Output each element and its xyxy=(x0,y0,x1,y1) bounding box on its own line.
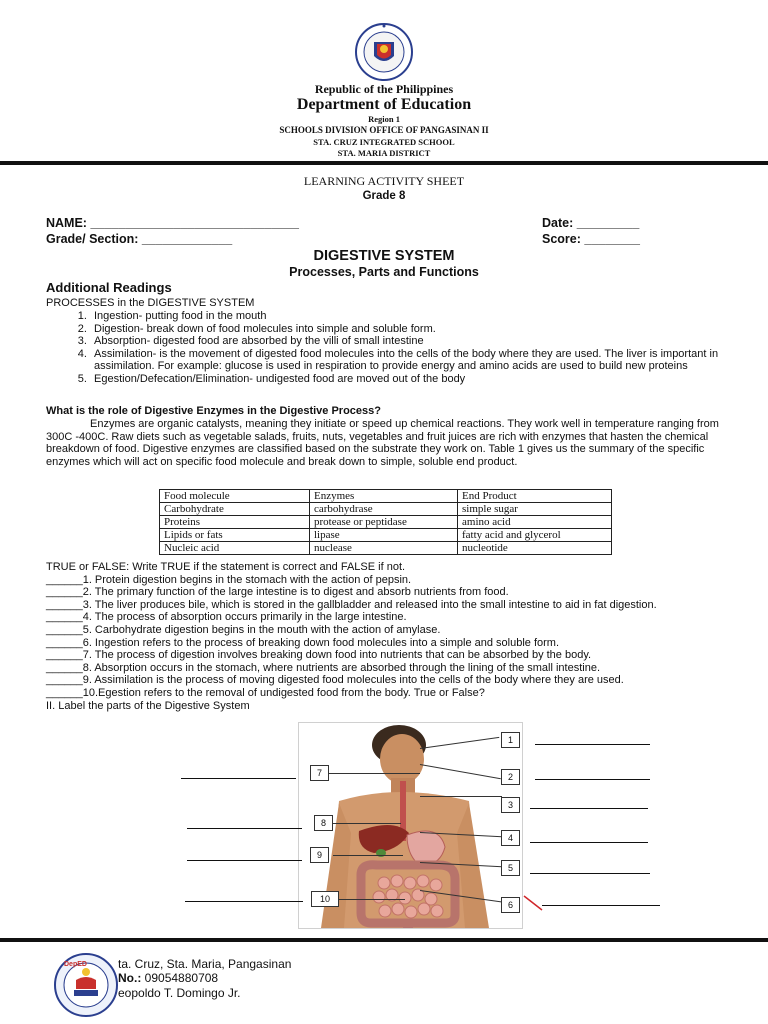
leader-line xyxy=(339,899,405,900)
true-false-instruction: TRUE or FALSE: Write TRUE if the statement is correct and FALSE if not. xyxy=(46,561,406,573)
grade-label: Grade 8 xyxy=(362,190,406,202)
answer-line-2[interactable] xyxy=(535,779,650,780)
label-number-box: 6 xyxy=(501,897,520,913)
answer-line-8[interactable] xyxy=(187,828,302,829)
table-header: End Product xyxy=(458,490,612,503)
enzymes-paragraph-text: Enzymes are organic catalysts, meaning they initiate or speed up chemical reactions. They work well in temperature ranging from 300C -400C. Raw diets such as vegetable salads, fruits, nuts, vegetables and fruit juices are rich with enzymes that hasten the chemical breakdown of food. Digestive enzymes are classified based on the substrate they work on. Table 1 gives us the summary of the specific enzymes which will act on specific food molecule and break down to simple, soluble end product. xyxy=(46,418,719,468)
table-cell: Proteins xyxy=(160,516,310,529)
label-number-box: 1 xyxy=(501,732,520,748)
topic-title: DIGESTIVE SYSTEM xyxy=(313,248,455,264)
table-cell: nuclease xyxy=(310,542,458,555)
table-cell: Carbohydrate xyxy=(160,503,310,516)
footer-phone-label: No.: xyxy=(118,971,142,985)
deped-logo-text: DepED xyxy=(64,961,87,968)
answer-line-1[interactable] xyxy=(535,744,650,745)
topic-subtitle: Processes, Parts and Functions xyxy=(289,265,479,279)
enzyme-table xyxy=(159,489,612,555)
answer-line-3[interactable] xyxy=(530,808,648,809)
answer-line-10[interactable] xyxy=(185,901,303,902)
tf-item[interactable]: ______8. Absorption occurs in the stomach, where nutrients are absorbed through the lining of the small intestine. xyxy=(46,661,601,674)
table-header: Enzymes xyxy=(310,490,458,503)
deped-seal-logo xyxy=(349,22,419,82)
footer-principal: eopoldo T. Domingo Jr. xyxy=(118,986,241,1000)
grade-section-field[interactable]: Grade/ Section: _____________ xyxy=(46,232,233,246)
table-row xyxy=(160,529,612,542)
process-item: 4. Assimilation- is the movement of digested food molecules into the cells of the body where they are used. The liver is important in assimilation. For example: glucose is used in respiration to provide energy and amino acids are used to build new proteins xyxy=(90,348,758,373)
footer-phone-number: 09054880708 xyxy=(144,971,219,985)
header-divider xyxy=(0,161,768,165)
table-row xyxy=(160,542,612,555)
footer-address: ta. Cruz, Sta. Maria, Pangasinan xyxy=(118,957,292,971)
true-false-section xyxy=(46,561,746,712)
tf-item[interactable]: ______10.Egestion refers to the removal of undigested food from the body. True or False? xyxy=(46,686,485,699)
tf-item[interactable]: ______9. Assimilation is the process of moving digested food molecules into the cells of the body where they are used. xyxy=(46,674,624,687)
table-cell: Nucleic acid xyxy=(160,542,310,555)
table-cell: nucleotide xyxy=(458,542,612,555)
sheet-title: LEARNING ACTIVITY SHEET xyxy=(303,174,465,188)
answer-line-6[interactable] xyxy=(542,905,660,906)
process-item: 2. Digestion- break down of food molecules into simple and soluble form. xyxy=(90,323,758,336)
division-line: SCHOOLS DIVISION OFFICE OF PANGASINAN II xyxy=(279,125,489,135)
table-header: Food molecule xyxy=(160,490,310,503)
readings-heading: Additional Readings xyxy=(46,280,172,295)
tf-item[interactable]: ______2. The primary function of the large intestine is to digest and absorb nutrients from food. xyxy=(46,586,509,599)
leader-line xyxy=(333,823,401,824)
district-line: STA. MARIA DISTRICT xyxy=(337,148,431,158)
table-row xyxy=(160,503,612,516)
leader-line xyxy=(328,773,420,774)
label-number-box: 3 xyxy=(501,797,520,813)
label-number-box: 9 xyxy=(310,847,329,863)
table-header-row xyxy=(160,490,612,503)
tf-item[interactable]: ______7. The process of digestion involves breaking down food into nutrients that can be absorbed by the body. xyxy=(46,649,592,662)
processes-list xyxy=(68,310,758,386)
answer-line-7[interactable] xyxy=(181,778,296,779)
table-cell: fatty acid and glycerol xyxy=(458,529,612,542)
label-number-box: 5 xyxy=(501,860,520,876)
process-item: 1. Ingestion- putting food in the mouth xyxy=(90,310,758,323)
label-number-box: 7 xyxy=(310,765,329,781)
tf-item[interactable]: ______4. The process of absorption occurs primarily in the large intestine. xyxy=(46,611,407,624)
department-line: Department of Education xyxy=(296,96,472,113)
region-line: Region 1 xyxy=(368,114,400,124)
tf-item[interactable]: ______5. Carbohydrate digestion begins in the mouth with the action of amylase. xyxy=(46,623,441,636)
tf-item[interactable]: ______6. Ingestion refers to the process of breaking down food molecules into a simple and soluble form. xyxy=(46,636,560,649)
processes-heading: PROCESSES in the DIGESTIVE SYSTEM xyxy=(46,297,255,309)
leader-line xyxy=(420,796,502,797)
enzymes-paragraph xyxy=(46,418,736,468)
date-field[interactable]: Date: _________ xyxy=(542,216,640,230)
score-field[interactable]: Score: ________ xyxy=(542,232,640,246)
label-number-box: 8 xyxy=(314,815,333,831)
footer-divider xyxy=(0,938,768,942)
label-number-box: 2 xyxy=(501,769,520,785)
tf-item[interactable]: ______1. Protein digestion begins in the stomach with the action of pepsin. xyxy=(46,573,412,586)
school-line: STA. CRUZ INTEGRATED SCHOOL xyxy=(313,137,455,147)
answer-line-4[interactable] xyxy=(530,842,648,843)
labeling-instruction: II. Label the parts of the Digestive System xyxy=(46,699,250,712)
label-number-box: 4 xyxy=(501,830,520,846)
process-item: 5. Egestion/Defecation/Elimination- undigested food are moved out of the body xyxy=(90,373,758,386)
footer-phone xyxy=(118,971,218,985)
table-cell: carbohydrase xyxy=(310,503,458,516)
red-pen-mark xyxy=(522,893,544,913)
table-row xyxy=(160,516,612,529)
table-cell: simple sugar xyxy=(458,503,612,516)
answer-line-5[interactable] xyxy=(530,873,650,874)
label-number-box: 10 xyxy=(311,891,339,907)
leader-line xyxy=(333,855,403,856)
table-cell: lipase xyxy=(310,529,458,542)
answer-line-9[interactable] xyxy=(187,860,302,861)
table-cell: Lipids or fats xyxy=(160,529,310,542)
republic-line: Republic of the Philippines xyxy=(314,82,454,96)
table-cell: protease or peptidase xyxy=(310,516,458,529)
process-item: 3. Absorption- digested food are absorbed by the villi of small intestine xyxy=(90,335,758,348)
enzymes-question: What is the role of Digestive Enzymes in the Digestive Process? xyxy=(46,405,381,417)
tf-item[interactable]: ______3. The liver produces bile, which is stored in the gallbladder and released into the small intestine to aid in fat digestion. xyxy=(46,598,657,611)
name-field[interactable]: NAME: ______________________________ xyxy=(46,216,299,230)
table-cell: amino acid xyxy=(458,516,612,529)
